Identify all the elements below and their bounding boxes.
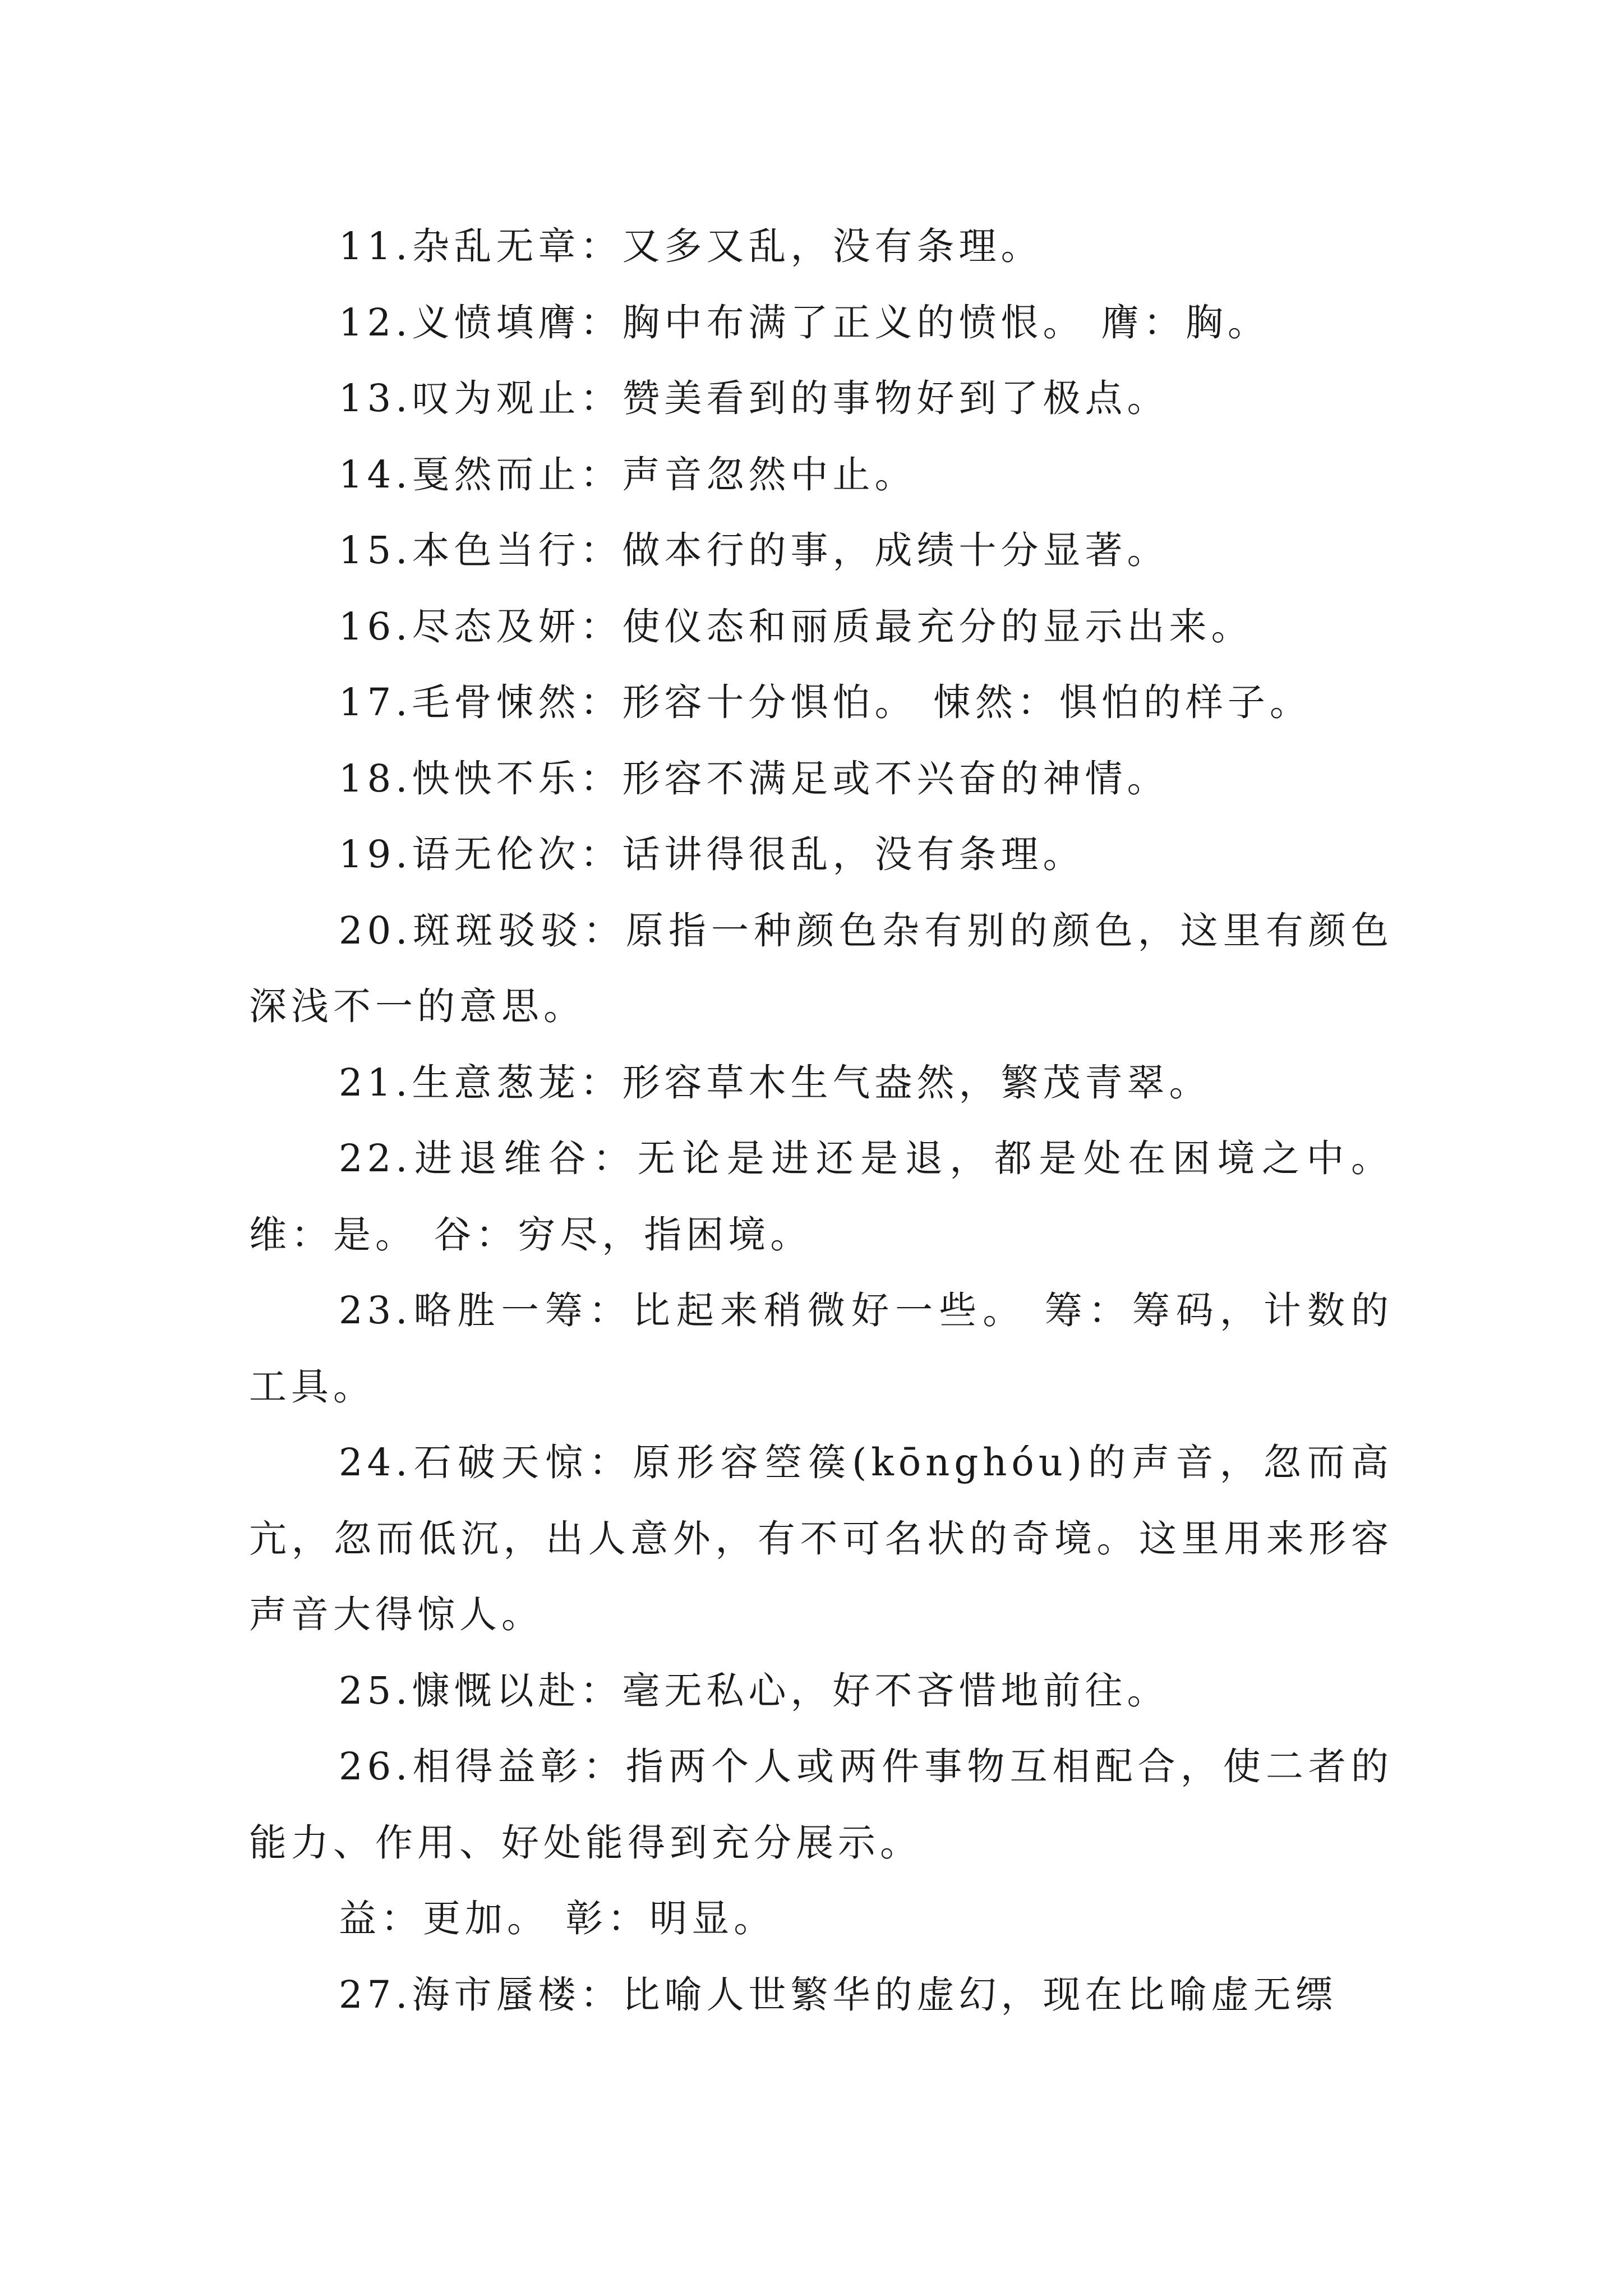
entry-18: 18.怏怏不乐：形容不满足或不兴奋的神情。 (339, 756, 1169, 800)
entry-26-note: 益：更加。 彰：明显。 (339, 1897, 776, 1940)
entry-15: 15.本色当行：做本行的事，成绩十分显著。 (339, 528, 1169, 572)
entry-19: 19.语无伦次：话讲得很乱，没有条理。 (339, 832, 1085, 876)
entry-27: 27.海市蜃楼：比喻人世繁华的虚幻，现在比喻虚无缥 (339, 1972, 1338, 2017)
entry-14: 14.戛然而止：声音忽然中止。 (339, 452, 917, 496)
entry-12: 12.义愤填膺：胸中布满了正义的愤恨。 膺：胸。 (339, 300, 1270, 344)
entry-11: 11.杂乱无章：又多又乱，没有条理。 (339, 224, 1043, 268)
entry-25: 25.慷慨以赴：毫无私心，好不吝惜地前往。 (339, 1668, 1169, 1713)
entry-16: 16.尽态及妍：使仪态和丽质最充分的显示出来。 (339, 604, 1253, 648)
entry-20: 20.斑斑驳驳：原指一种颜色杂有别的颜色，这里有颜色深浅不一的意思。 (249, 908, 1393, 1028)
entry-13: 13.叹为观止：赞美看到的事物好到了极点。 (339, 376, 1169, 420)
entry-21: 21.生意葱茏：形容草木生气盎然，繁茂青翠。 (339, 1060, 1211, 1105)
document-body (249, 209, 1393, 2033)
entry-17: 17.毛骨悚然：形容十分惧怕。 悚然：惧怕的样子。 (339, 680, 1312, 724)
entry-24: 24.石破天惊：原形容箜篌(kōnghóu)的声音，忽而高亢，忽而低沉，出人意外，有不可名状的奇境。这里用来形容声音大得惊人。 (249, 1441, 1393, 1636)
entry-23: 23.略胜一筹：比起来稍微好一些。 筹：筹码，计数的工具。 (249, 1289, 1393, 1409)
entry-22: 22.进退维谷：无论是进还是退，都是处在困境之中。维：是。 谷：穷尽，指困境。 (249, 1137, 1393, 1257)
entry-26: 26.相得益彰：指两个人或两件事物互相配合，使二者的能力、作用、好处能得到充分展示。 (249, 1745, 1393, 1865)
